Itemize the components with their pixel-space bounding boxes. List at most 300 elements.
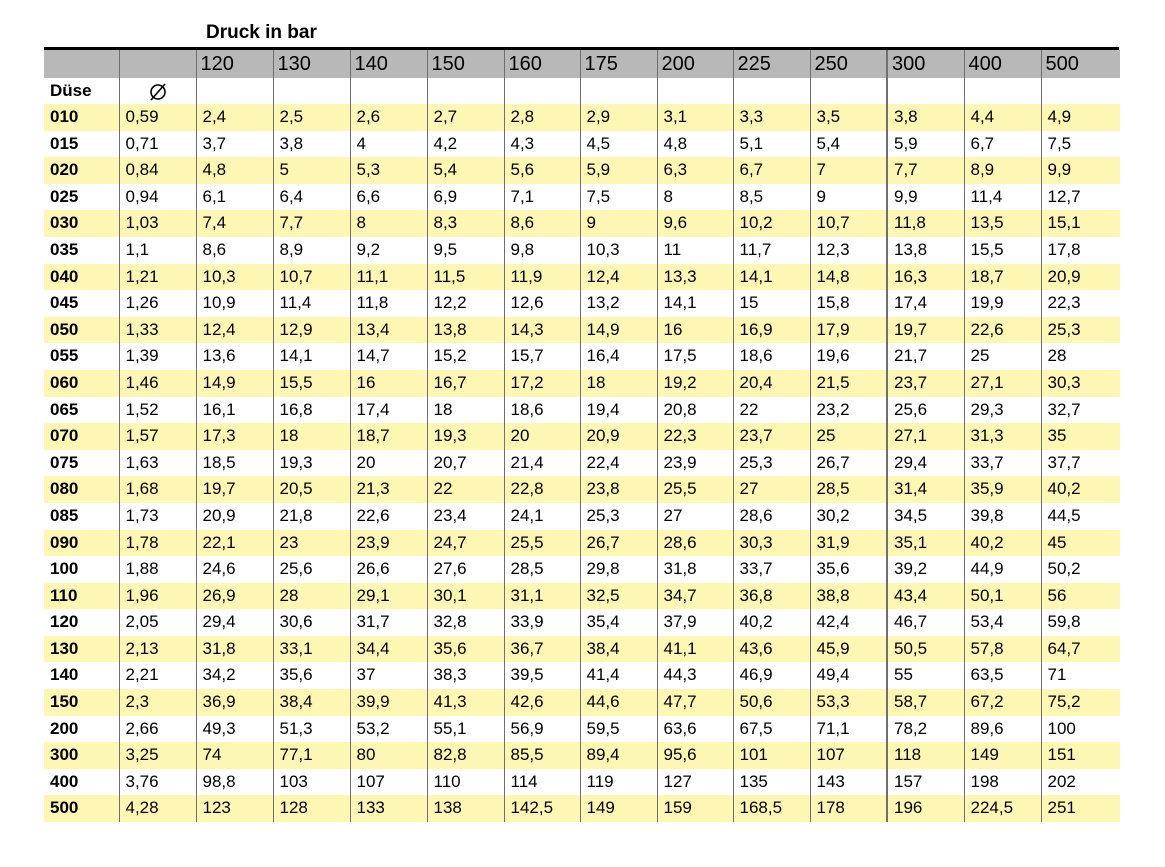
flow-value-cell: 63,6 [657, 716, 733, 743]
flow-value-cell: 39,2 [887, 556, 964, 583]
flow-value-cell: 36,9 [196, 689, 273, 716]
flow-value-cell: 4,5 [580, 131, 657, 158]
flow-value-cell: 23,7 [887, 370, 964, 397]
diameter-cell: 1,57 [119, 423, 196, 450]
table-row [44, 237, 1120, 264]
flow-value-cell: 6,1 [196, 184, 273, 211]
table-row [44, 157, 1120, 184]
flow-value-cell: 46,9 [733, 662, 810, 689]
flow-value-cell: 103 [273, 769, 350, 796]
flow-value-cell: 133 [350, 795, 427, 822]
table-row [44, 370, 1120, 397]
diameter-cell: 1,21 [119, 264, 196, 291]
flow-value-cell: 16,1 [196, 397, 273, 424]
flow-value-cell: 38,4 [273, 689, 350, 716]
flow-value-cell: 14,1 [657, 290, 733, 317]
flow-value-cell: 31,8 [196, 636, 273, 663]
flow-value-cell: 34,4 [350, 636, 427, 663]
diameter-cell: 1,1 [119, 237, 196, 264]
flow-value-cell: 20,7 [427, 450, 504, 477]
table-row [44, 636, 1120, 663]
flow-value-cell: 14,3 [504, 317, 580, 344]
nozzle-size-cell: 130 [44, 636, 119, 663]
flow-value-cell: 49,3 [196, 716, 273, 743]
nozzle-size-cell: 065 [50, 399, 79, 419]
flow-value-cell: 31,9 [810, 530, 887, 557]
flow-value-cell: 107 [810, 742, 887, 769]
flow-value-cell: 51,3 [273, 716, 350, 743]
flow-value-cell: 7,1 [504, 184, 580, 211]
flow-value-cell: 11,5 [427, 264, 504, 291]
flow-value-cell: 2,8 [504, 104, 580, 131]
flow-value-cell: 10,3 [196, 264, 273, 291]
flow-value-cell: 2,4 [196, 104, 273, 131]
flow-value-cell: 10,9 [196, 290, 273, 317]
table-row [44, 290, 1120, 317]
flow-value-cell: 71,1 [810, 716, 887, 743]
flow-value-cell: 11,8 [350, 290, 427, 317]
flow-value-cell: 5 [273, 157, 350, 184]
flow-value-cell: 38,8 [810, 583, 887, 610]
flow-value-cell: 178 [810, 795, 887, 822]
flow-value-cell: 29,3 [964, 397, 1041, 424]
flow-value-cell: 114 [504, 769, 580, 796]
nozzle-size-cell: 500 [44, 795, 119, 822]
flow-value-cell: 196 [887, 795, 964, 822]
diameter-cell: 1,73 [119, 503, 196, 530]
diameter-cell: 1,78 [119, 530, 196, 557]
table-row [44, 742, 1120, 769]
flow-value-cell: 27 [733, 476, 810, 503]
flow-value-cell: 41,1 [657, 636, 733, 663]
flow-value-cell: 36,7 [504, 636, 580, 663]
flow-value-cell: 55,1 [427, 716, 504, 743]
flow-value-cell: 168,5 [733, 795, 810, 822]
blank-cell [887, 78, 964, 104]
flow-value-cell: 4,2 [427, 131, 504, 158]
diameter-cell: 3,76 [119, 769, 196, 796]
nozzle-size-cell: 150 [44, 689, 119, 716]
flow-value-cell: 19,7 [887, 317, 964, 344]
flow-value-cell: 7,7 [887, 157, 964, 184]
flow-value-cell: 19,3 [427, 423, 504, 450]
pressure-header-cell: 400 [964, 50, 1041, 78]
flow-value-cell: 17,4 [887, 290, 964, 317]
flow-value-cell: 18,6 [504, 397, 580, 424]
flow-value-cell: 25,5 [504, 530, 580, 557]
flow-value-cell: 38,3 [427, 662, 504, 689]
blank-cell [504, 78, 580, 104]
flow-value-cell: 25,5 [657, 476, 733, 503]
nozzle-size-cell: 025 [50, 186, 79, 206]
flow-value-cell: 35,4 [580, 609, 657, 636]
flow-value-cell: 15,8 [810, 290, 887, 317]
flow-value-cell: 2,9 [580, 104, 657, 131]
flow-value-cell: 251 [1041, 795, 1120, 822]
nozzle-size-cell: 015 [50, 133, 79, 153]
flow-value-cell: 22,6 [964, 317, 1041, 344]
flow-value-cell: 45,9 [810, 636, 887, 663]
flow-value-cell: 2,7 [427, 104, 504, 131]
flow-value-cell: 119 [580, 769, 657, 796]
flow-value-cell: 23,7 [733, 423, 810, 450]
flow-value-cell: 39,5 [504, 662, 580, 689]
flow-value-cell: 43,6 [733, 636, 810, 663]
header-diameter-cell [119, 50, 196, 78]
flow-value-cell: 20,9 [1041, 264, 1120, 291]
flow-value-cell: 12,4 [196, 317, 273, 344]
flow-value-cell: 47,7 [657, 689, 733, 716]
diameter-cell: 0,94 [119, 184, 196, 211]
flow-value-cell: 28,5 [810, 476, 887, 503]
flow-value-cell: 107 [350, 769, 427, 796]
flow-value-cell: 14,9 [580, 317, 657, 344]
flow-value-cell: 80 [350, 742, 427, 769]
flow-value-cell: 28 [273, 583, 350, 610]
table-row [44, 317, 1120, 344]
flow-value-cell: 25,6 [273, 556, 350, 583]
flow-value-cell: 22,1 [196, 530, 273, 557]
flow-value-cell: 23,4 [427, 503, 504, 530]
flow-value-cell: 55 [887, 662, 964, 689]
flow-value-cell: 50,5 [887, 636, 964, 663]
flow-value-cell: 25,3 [1041, 317, 1120, 344]
flow-value-cell: 151 [1041, 742, 1120, 769]
flow-value-cell: 15 [733, 290, 810, 317]
flow-value-cell: 22,4 [580, 450, 657, 477]
table-row [44, 131, 1120, 158]
flow-value-cell: 24,7 [427, 530, 504, 557]
flow-value-cell: 157 [887, 769, 964, 796]
flow-value-cell: 95,6 [657, 742, 733, 769]
nozzle-size-cell: 400 [50, 771, 79, 791]
flow-value-cell: 35,6 [427, 636, 504, 663]
flow-value-cell: 24,1 [504, 503, 580, 530]
flow-value-cell: 21,7 [887, 343, 964, 370]
table-row [44, 583, 1120, 610]
flow-value-cell: 4,9 [1041, 104, 1120, 131]
flow-value-cell: 9,6 [657, 210, 733, 237]
flow-value-cell: 33,9 [504, 609, 580, 636]
flow-value-cell: 5,9 [887, 131, 964, 158]
flow-value-cell: 21,5 [810, 370, 887, 397]
flow-value-cell: 14,9 [196, 370, 273, 397]
pressure-header-cell: 140 [350, 50, 427, 78]
flow-value-cell: 138 [427, 795, 504, 822]
flow-value-cell: 21,3 [350, 476, 427, 503]
diameter-cell: 1,26 [119, 290, 196, 317]
flow-value-cell: 19,6 [810, 343, 887, 370]
flow-value-cell: 10,2 [733, 210, 810, 237]
flow-value-cell: 37,9 [657, 609, 733, 636]
diameter-cell: 1,52 [119, 397, 196, 424]
flow-value-cell: 29,1 [350, 583, 427, 610]
flow-value-cell: 67,2 [964, 689, 1041, 716]
flow-value-cell: 28,5 [504, 556, 580, 583]
flow-value-cell: 20 [350, 450, 427, 477]
diameter-cell: 0,84 [119, 157, 196, 184]
flow-value-cell: 6,4 [273, 184, 350, 211]
flow-value-cell: 18 [273, 423, 350, 450]
flow-value-cell: 22,3 [1041, 290, 1120, 317]
table-row [44, 450, 1120, 477]
table-row [44, 662, 1120, 689]
flow-value-cell: 3,5 [810, 104, 887, 131]
flow-value-cell: 9,9 [887, 184, 964, 211]
table-row [44, 530, 1120, 557]
diameter-cell: 1,03 [119, 210, 196, 237]
diameter-cell: 3,25 [119, 742, 196, 769]
flow-value-cell: 10,7 [810, 210, 887, 237]
flow-value-cell: 34,7 [657, 583, 733, 610]
flow-value-cell: 22,3 [657, 423, 733, 450]
flow-value-cell: 17,4 [350, 397, 427, 424]
pressure-header-cell: 130 [273, 50, 350, 78]
flow-value-cell: 5,4 [810, 131, 887, 158]
nozzle-size-cell: 070 [44, 423, 119, 450]
flow-value-cell: 14,7 [350, 343, 427, 370]
flow-value-cell: 30,3 [733, 530, 810, 557]
flow-value-cell: 4 [350, 131, 427, 158]
flow-value-cell: 64,7 [1041, 636, 1120, 663]
flow-value-cell: 20,5 [273, 476, 350, 503]
flow-value-cell: 13,5 [964, 210, 1041, 237]
flow-value-cell: 67,5 [733, 716, 810, 743]
flow-value-cell: 6,7 [733, 157, 810, 184]
flow-value-cell: 8,9 [273, 237, 350, 264]
diameter-column-label [119, 78, 196, 104]
table-row [44, 397, 1120, 424]
flow-value-cell: 53,4 [964, 609, 1041, 636]
flow-value-cell: 41,3 [427, 689, 504, 716]
flow-value-cell: 7,5 [580, 184, 657, 211]
nozzle-column-label: Düse [50, 81, 92, 100]
flow-value-cell: 118 [887, 742, 964, 769]
flow-value-cell: 15,5 [273, 370, 350, 397]
flow-value-cell: 19,7 [196, 476, 273, 503]
pressure-header-cell: 250 [810, 50, 887, 78]
table-row [44, 795, 1120, 822]
blank-cell [350, 78, 427, 104]
diameter-cell: 1,39 [119, 343, 196, 370]
flow-value-cell: 22,6 [350, 503, 427, 530]
blank-cell [427, 78, 504, 104]
flow-value-cell: 89,6 [964, 716, 1041, 743]
flow-value-cell: 12,2 [427, 290, 504, 317]
flow-value-cell: 18 [427, 397, 504, 424]
flow-value-cell: 46,7 [887, 609, 964, 636]
flow-value-cell: 9,9 [1041, 157, 1120, 184]
flow-value-cell: 16,4 [580, 343, 657, 370]
flow-value-cell: 3,8 [273, 131, 350, 158]
diameter-cell: 2,05 [119, 609, 196, 636]
blank-cell [580, 78, 657, 104]
flow-value-cell: 32,5 [580, 583, 657, 610]
flow-value-cell: 13,4 [350, 317, 427, 344]
nozzle-size-cell: 110 [44, 583, 119, 610]
blank-cell [733, 78, 810, 104]
blank-cell [1041, 78, 1120, 104]
nozzle-size-cell: 100 [50, 559, 79, 579]
diameter-cell: 2,13 [119, 636, 196, 663]
flow-value-cell: 6,3 [657, 157, 733, 184]
blank-cell [196, 78, 273, 104]
table-row [44, 423, 1120, 450]
flow-value-cell: 56 [1041, 583, 1120, 610]
flow-value-cell: 25 [964, 343, 1041, 370]
flow-value-cell: 16,3 [887, 264, 964, 291]
flow-value-cell: 8,9 [964, 157, 1041, 184]
flow-value-cell: 71 [1041, 662, 1120, 689]
table-row [44, 343, 1120, 370]
flow-value-cell: 18,7 [350, 423, 427, 450]
flow-value-cell: 35,9 [964, 476, 1041, 503]
flow-value-cell: 13,3 [657, 264, 733, 291]
flow-value-cell: 110 [427, 769, 504, 796]
flow-value-cell: 3,3 [733, 104, 810, 131]
flow-value-cell: 11 [657, 237, 733, 264]
pressure-header-cell: 150 [427, 50, 504, 78]
flow-value-cell: 8,3 [427, 210, 504, 237]
flow-value-cell: 40,2 [1041, 476, 1120, 503]
flow-value-cell: 142,5 [504, 795, 580, 822]
flow-value-cell: 11,4 [273, 290, 350, 317]
nozzle-size-cell: 080 [44, 476, 119, 503]
flow-value-cell: 31,4 [887, 476, 964, 503]
flow-value-cell: 7,5 [1041, 131, 1120, 158]
blank-cell [964, 78, 1041, 104]
flow-value-cell: 3,1 [657, 104, 733, 131]
flow-value-cell: 18,5 [196, 450, 273, 477]
pressure-header-cell: 160 [504, 50, 580, 78]
flow-value-cell: 159 [657, 795, 733, 822]
flow-value-cell: 9,5 [427, 237, 504, 264]
flow-value-cell: 21,8 [273, 503, 350, 530]
nozzle-size-cell: 020 [44, 157, 119, 184]
nozzle-size-cell: 050 [44, 317, 119, 344]
flow-value-cell: 25,3 [580, 503, 657, 530]
flow-value-cell: 31,7 [350, 609, 427, 636]
flow-value-cell: 30,1 [427, 583, 504, 610]
diameter-cell: 4,28 [119, 795, 196, 822]
flow-value-cell: 14,8 [810, 264, 887, 291]
flow-value-cell: 27,1 [964, 370, 1041, 397]
flow-value-cell: 8 [350, 210, 427, 237]
flow-value-cell: 44,9 [964, 556, 1041, 583]
flow-value-cell: 5,3 [350, 157, 427, 184]
flow-value-cell: 123 [196, 795, 273, 822]
flow-value-cell: 11,1 [350, 264, 427, 291]
flow-value-cell: 18 [580, 370, 657, 397]
flow-value-cell: 39,8 [964, 503, 1041, 530]
pressure-header-row [44, 50, 1120, 78]
flow-value-cell: 8,6 [196, 237, 273, 264]
flow-value-cell: 59,8 [1041, 609, 1120, 636]
flow-rate-table [44, 50, 1120, 822]
flow-value-cell: 20,9 [580, 423, 657, 450]
flow-value-cell: 7,7 [273, 210, 350, 237]
flow-value-cell: 50,2 [1041, 556, 1120, 583]
nozzle-size-cell: 075 [50, 452, 79, 472]
flow-value-cell: 35,6 [273, 662, 350, 689]
flow-value-cell: 31,3 [964, 423, 1041, 450]
flow-value-cell: 21,4 [504, 450, 580, 477]
flow-value-cell: 22 [733, 397, 810, 424]
blank-cell [273, 78, 350, 104]
diameter-cell: 1,68 [119, 476, 196, 503]
flow-value-cell: 12,6 [504, 290, 580, 317]
flow-value-cell: 4,4 [964, 104, 1041, 131]
flow-value-cell: 23,9 [657, 450, 733, 477]
flow-value-cell: 8,5 [733, 184, 810, 211]
flow-value-cell: 37,7 [1041, 450, 1120, 477]
flow-value-cell: 3,7 [196, 131, 273, 158]
flow-value-cell: 16 [350, 370, 427, 397]
flow-value-cell: 10,3 [580, 237, 657, 264]
flow-value-cell: 23,9 [350, 530, 427, 557]
flow-value-cell: 127 [657, 769, 733, 796]
table-row [44, 210, 1120, 237]
flow-value-cell: 4,8 [196, 157, 273, 184]
flow-value-cell: 74 [196, 742, 273, 769]
nozzle-size-cell: 055 [50, 346, 79, 366]
flow-value-cell: 41,4 [580, 662, 657, 689]
table-row [44, 609, 1120, 636]
flow-value-cell: 32,7 [1041, 397, 1120, 424]
flow-value-cell: 20,8 [657, 397, 733, 424]
table-row [44, 769, 1120, 796]
diameter-cell: 1,33 [119, 317, 196, 344]
flow-value-cell: 19,4 [580, 397, 657, 424]
flow-value-cell: 9 [580, 210, 657, 237]
flow-value-cell: 9,8 [504, 237, 580, 264]
flow-value-cell: 30,2 [810, 503, 887, 530]
flow-value-cell: 78,2 [887, 716, 964, 743]
diameter-icon [148, 82, 168, 102]
flow-value-cell: 40,2 [964, 530, 1041, 557]
flow-value-cell: 22 [427, 476, 504, 503]
flow-value-cell: 6,9 [427, 184, 504, 211]
flow-value-cell: 33,7 [964, 450, 1041, 477]
flow-value-cell: 77,1 [273, 742, 350, 769]
nozzle-size-cell: 085 [50, 505, 79, 525]
flow-value-cell: 26,9 [196, 583, 273, 610]
flow-value-cell: 12,7 [1041, 184, 1120, 211]
flow-value-cell: 30,3 [1041, 370, 1120, 397]
table-row [44, 184, 1120, 211]
flow-value-cell: 63,5 [964, 662, 1041, 689]
flow-value-cell: 10,7 [273, 264, 350, 291]
pressure-header-cell: 200 [657, 50, 733, 78]
flow-value-cell: 16,7 [427, 370, 504, 397]
flow-value-cell: 7,4 [196, 210, 273, 237]
flow-value-cell: 13,2 [580, 290, 657, 317]
flow-value-cell: 17,9 [810, 317, 887, 344]
flow-value-cell: 82,8 [427, 742, 504, 769]
flow-value-cell: 8,6 [504, 210, 580, 237]
flow-value-cell: 224,5 [964, 795, 1041, 822]
flow-value-cell: 14,1 [733, 264, 810, 291]
table-row [44, 264, 1120, 291]
flow-value-cell: 15,5 [964, 237, 1041, 264]
flow-value-cell: 75,2 [1041, 689, 1120, 716]
flow-value-cell: 11,4 [964, 184, 1041, 211]
flow-value-cell: 8 [657, 184, 733, 211]
flow-value-cell: 45 [1041, 530, 1120, 557]
flow-value-cell: 135 [733, 769, 810, 796]
flow-value-cell: 33,7 [733, 556, 810, 583]
flow-value-cell: 57,8 [964, 636, 1041, 663]
